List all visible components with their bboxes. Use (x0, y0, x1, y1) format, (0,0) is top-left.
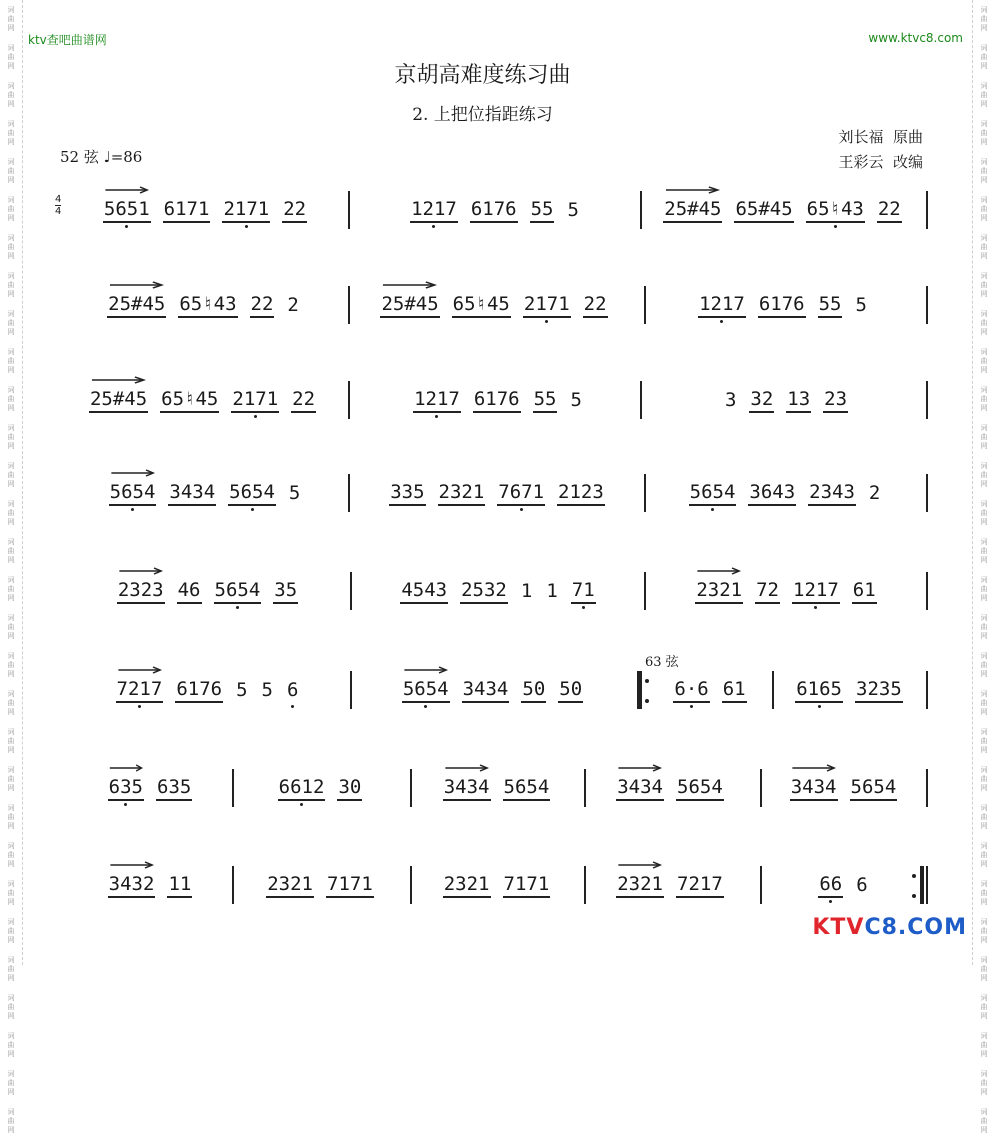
measure (75, 763, 225, 813)
note-group: 61 (852, 579, 877, 604)
note-group: 635 (108, 776, 144, 801)
note-group: 335 (389, 481, 425, 506)
note-group: 25#45 (380, 293, 439, 318)
note-group: 3643 (748, 481, 796, 506)
note-group: 65#45 (734, 198, 793, 223)
page-title: 京胡高难度练习曲 (394, 63, 571, 88)
score-line (0, 566, 995, 616)
note-group: 30 (337, 776, 362, 801)
barline (760, 769, 762, 807)
barline (640, 191, 642, 229)
repeat-end-barline (920, 866, 924, 904)
bowing-arrow-icon (89, 376, 148, 384)
score-line (0, 375, 995, 425)
note-group: 2532 (460, 579, 508, 604)
note-group: 22 (583, 293, 608, 318)
time-signature-top: 4 (55, 194, 62, 205)
measure (356, 280, 632, 330)
measure (652, 375, 920, 425)
score-line (0, 280, 995, 330)
note-group: 2171 (523, 293, 571, 318)
barline (350, 671, 352, 709)
bowing-arrow-icon (443, 764, 491, 772)
note-group: 5 (288, 482, 301, 504)
measure (65, 280, 342, 330)
note-group: 22 (291, 388, 316, 413)
measure (360, 665, 625, 715)
note-group: 6 (286, 679, 299, 701)
note-group: 25#45 (663, 198, 722, 223)
note-group: 6165 (795, 678, 843, 703)
ktvc8-logo[interactable] (812, 915, 967, 940)
time-signature (55, 194, 61, 217)
note-group: 50 (558, 678, 583, 703)
measure (652, 566, 920, 616)
note-group: 32 (749, 388, 774, 413)
measure (65, 375, 340, 425)
note-group: 5 (261, 679, 273, 701)
note-group: 1217 (698, 293, 746, 318)
note-group: 11 (167, 873, 192, 898)
measure (418, 763, 575, 813)
bowing-arrow-icon (116, 666, 164, 674)
measure (767, 763, 920, 813)
note-group: 5 (570, 389, 582, 411)
note-group: 22 (250, 293, 275, 318)
note-group: 6176 (175, 678, 223, 703)
note-group: 25#45 (89, 388, 148, 413)
barline (350, 572, 352, 610)
score-line (0, 763, 995, 813)
note-group: 1 (520, 580, 533, 602)
barline (926, 572, 928, 610)
score-line (0, 860, 995, 910)
barline (584, 769, 586, 807)
barline (232, 866, 234, 904)
measure (75, 860, 225, 910)
note-group: 23 (823, 388, 848, 413)
note-group: 7171 (326, 873, 374, 898)
barline (926, 866, 928, 904)
barline (644, 286, 646, 324)
note-group: 2321 (438, 481, 486, 506)
score-line (0, 468, 995, 518)
note-group: 3434 (790, 776, 838, 801)
measure (418, 860, 575, 910)
note-group: 3434 (443, 776, 491, 801)
note-group: 6 (856, 874, 868, 896)
note-group: 65♮43 (806, 198, 865, 223)
note-group: 2323 (117, 579, 165, 604)
barline (644, 572, 646, 610)
tuning-tempo-mark: 52 弦 ♩=86 (60, 148, 143, 166)
note-group: 2123 (557, 481, 605, 506)
score-line (0, 185, 995, 235)
bowing-arrow-icon (103, 186, 151, 194)
note-group: 65♮45 (452, 293, 511, 318)
note-group: 5 (236, 679, 248, 701)
barline (348, 474, 350, 512)
measure (70, 566, 345, 616)
barline (410, 866, 412, 904)
measure (646, 280, 920, 330)
note-group: 5654 (676, 776, 724, 801)
note-group: 2 (287, 294, 299, 316)
note-group: 35 (273, 579, 298, 604)
bowing-arrow-icon (108, 764, 144, 772)
note-group: 6176 (470, 198, 518, 223)
measure (70, 468, 340, 518)
note-group: 2321 (266, 873, 314, 898)
barline (584, 866, 586, 904)
measure (358, 468, 636, 518)
measure (360, 375, 636, 425)
measure (75, 665, 340, 715)
note-group: 65♮45 (160, 388, 219, 413)
note-group: 25#45 (107, 293, 166, 318)
bowing-arrow-icon (108, 861, 156, 869)
measure (590, 763, 750, 813)
note-group: 5654 (850, 776, 898, 801)
repeat-end-dots (912, 874, 916, 898)
note-group: 65♮43 (178, 293, 237, 318)
measure (778, 665, 920, 715)
note-group: 1217 (413, 388, 461, 413)
barline (232, 769, 234, 807)
bowing-arrow-icon (663, 186, 722, 194)
note-group: 22 (877, 198, 902, 223)
note-group: 66 (818, 873, 843, 898)
measure (358, 185, 632, 235)
note-group: 5654 (689, 481, 737, 506)
note-group: 7217 (676, 873, 724, 898)
note-group: 6171 (163, 198, 211, 223)
note-group: 6·6 (673, 678, 709, 703)
note-group: 3 (724, 389, 737, 411)
left-watermark-strip: 词 曲 网 词 曲 网 词 曲 网 词 曲 网 词 曲 网 词 曲 网 词 曲 网 词 曲 网 词 曲 网 词 曲 网 词 曲 网 词 曲 网 词 曲 网 词 曲 网 词 曲 网 词 曲 网 词 曲 网 词 曲 网 词 曲 网 词 曲 网 词 曲 网 词 曲 网 词 曲 网 词 曲 网 词 曲 网 词 曲 网 词 曲 网 词 曲 网 词 曲 网 词 曲 网 (0, 0, 23, 965)
note-group: 2321 (443, 873, 491, 898)
barline (926, 474, 928, 512)
note-group: 4543 (400, 579, 448, 604)
bowing-arrow-icon (695, 567, 743, 575)
barline (772, 671, 774, 709)
barline (926, 381, 928, 419)
barline (926, 671, 928, 709)
note-group: 22 (282, 198, 307, 223)
barline (348, 381, 350, 419)
note-group: 3434 (168, 481, 216, 506)
logo-part-1: KTV (812, 915, 865, 940)
note-group: 61 (722, 678, 747, 703)
note-group: 5654 (228, 481, 276, 506)
score-line (0, 665, 995, 715)
page-subtitle: 2. 上把位指距练习 (412, 105, 553, 125)
bowing-arrow-icon (107, 281, 166, 289)
barline (926, 286, 928, 324)
note-group: 2171 (222, 198, 270, 223)
bowing-arrow-icon (109, 469, 157, 477)
note-group: 1217 (792, 579, 840, 604)
note-group: 3235 (855, 678, 903, 703)
note-group: 2321 (695, 579, 743, 604)
note-group: 7171 (503, 873, 551, 898)
right-watermark-strip: 词 曲 网 词 曲 网 词 曲 网 词 曲 网 词 曲 网 词 曲 网 词 曲 网 词 曲 网 词 曲 网 词 曲 网 词 曲 网 词 曲 网 词 曲 网 词 曲 网 词 曲 网 词 曲 网 词 曲 网 词 曲 网 词 曲 网 词 曲 网 词 曲 网 词 曲 网 词 曲 网 词 曲 网 词 曲 网 词 曲 网 词 曲 网 词 曲 网 词 曲 网 词 曲 网 (972, 0, 995, 965)
repeat-start-dots (645, 679, 649, 703)
site-url-watermark[interactable]: www.ktvc8.com (868, 31, 963, 45)
note-group: 72 (755, 579, 780, 604)
note-group: 635 (156, 776, 192, 801)
string-annotation: 63 弦 (645, 655, 679, 670)
note-group: 5 (567, 199, 579, 221)
note-group: 71 (571, 579, 596, 604)
note-group: 3434 (462, 678, 510, 703)
note-group: 13 (786, 388, 811, 413)
barline (640, 381, 642, 419)
measure (240, 860, 400, 910)
note-group: 46 (177, 579, 202, 604)
note-group: 5651 (103, 198, 151, 223)
note-group: 6612 (278, 776, 326, 801)
site-name-watermark[interactable]: ktv查吧曲谱网 (28, 33, 107, 47)
measure (650, 665, 770, 715)
bowing-arrow-icon (790, 764, 838, 772)
bowing-arrow-icon (616, 861, 664, 869)
bowing-arrow-icon (616, 764, 664, 772)
note-group: 7217 (116, 678, 164, 703)
note-group: 1217 (410, 198, 458, 223)
note-group: 5654 (402, 678, 450, 703)
barline (644, 474, 646, 512)
bowing-arrow-icon (380, 281, 439, 289)
barline (926, 769, 928, 807)
time-signature-bottom: 4 (55, 206, 62, 217)
note-group: 2343 (808, 481, 856, 506)
measure (240, 763, 400, 813)
note-group: 50 (521, 678, 546, 703)
composer-credits (838, 125, 923, 175)
bowing-arrow-icon (402, 666, 450, 674)
note-group: 5654 (214, 579, 262, 604)
barline (760, 866, 762, 904)
measure (590, 860, 750, 910)
barline (926, 191, 928, 229)
note-group: 6176 (473, 388, 521, 413)
bowing-arrow-icon (117, 567, 165, 575)
note-group: 55 (530, 198, 555, 223)
composer-original: 刘长福 原曲 (838, 128, 923, 146)
note-group: 2 (868, 482, 881, 504)
note-group: 3434 (616, 776, 664, 801)
measure (360, 566, 636, 616)
note-group: 1 (546, 580, 558, 602)
measure (767, 860, 920, 910)
barline (348, 191, 350, 229)
note-group: 5 (855, 294, 867, 316)
note-group: 55 (818, 293, 843, 318)
logo-part-2: C8.COM (864, 915, 967, 940)
note-group: 5654 (109, 481, 157, 506)
note-group: 6176 (758, 293, 806, 318)
note-group: 7671 (497, 481, 545, 506)
note-group: 2321 (616, 873, 664, 898)
composer-adapter: 王彩云 改编 (838, 153, 923, 171)
measure (650, 468, 920, 518)
measure (70, 185, 340, 235)
note-group: 55 (533, 388, 558, 413)
barline (348, 286, 350, 324)
note-group: 5654 (503, 776, 551, 801)
measure (645, 185, 920, 235)
note-group: 3432 (108, 873, 156, 898)
barline (410, 769, 412, 807)
repeat-start-barline (637, 671, 641, 709)
note-group: 2171 (231, 388, 279, 413)
